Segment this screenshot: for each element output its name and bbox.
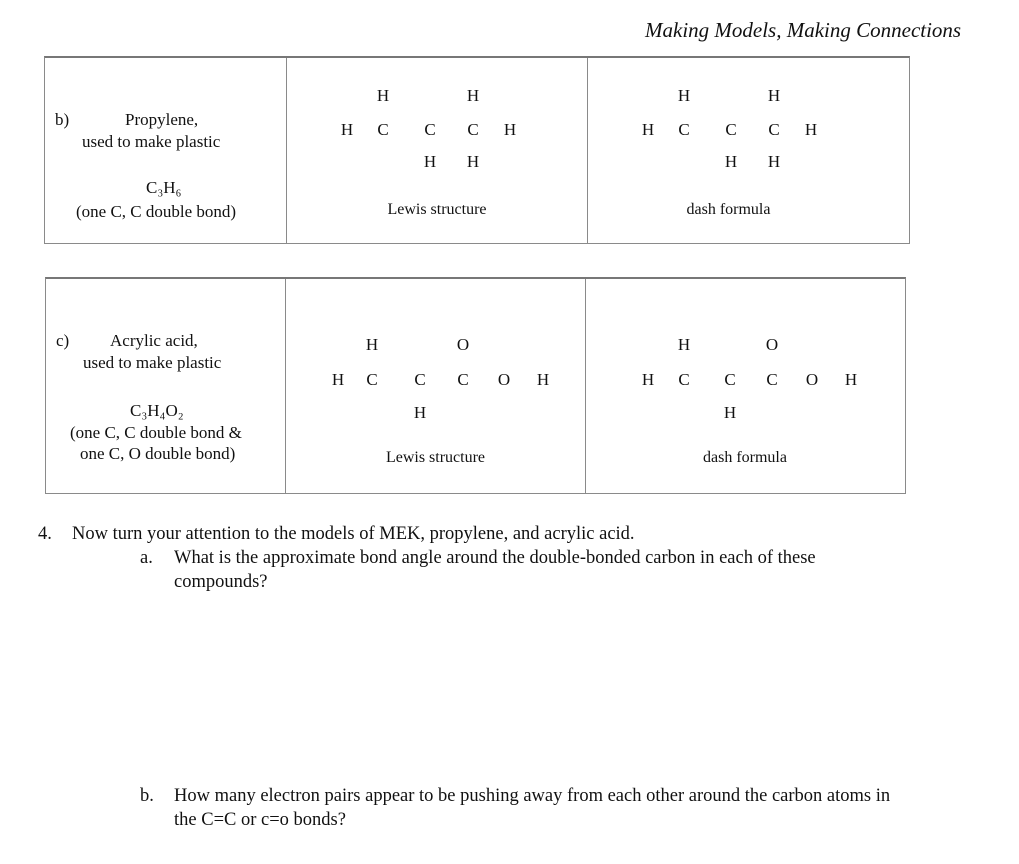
subquestion-a-text: What is the approximate bond angle around the double-bonded carbon in each of these — [174, 548, 816, 568]
compound-note: one C, O double bond) — [80, 444, 236, 463]
acrylic-name-cell — [46, 279, 286, 493]
atom: H — [767, 152, 781, 171]
atom: C — [678, 370, 690, 389]
atom: H — [413, 403, 427, 422]
propylene-dash-cell — [588, 58, 909, 243]
atom: C — [766, 370, 778, 389]
atom: H — [767, 86, 781, 105]
atom: C — [424, 120, 436, 139]
compound-use: used to make plastic — [82, 132, 221, 151]
row-letter: b) — [55, 110, 70, 129]
acrylic-lewis-cell — [286, 279, 586, 493]
atom: C — [768, 120, 780, 139]
compound-formula: C₃H₄O₂ — [130, 401, 184, 420]
acrylic-acid-table — [45, 277, 906, 494]
atom: C — [467, 120, 479, 139]
atom: H — [503, 120, 517, 139]
row-letter: c) — [56, 331, 70, 350]
atom: H — [536, 370, 550, 389]
subquestion-b-text: How many electron pairs appear to be pushing away from each other around the carbon atoms in — [174, 786, 891, 806]
dash-caption: dash formula — [703, 449, 787, 466]
compound-note: (one C, C double bond) — [76, 202, 237, 221]
atom: O — [497, 370, 511, 389]
atom: O — [765, 335, 779, 354]
subquestion-a-label: a. — [140, 548, 153, 568]
compound-name: Propylene, — [125, 110, 199, 129]
compound-name: Acrylic acid, — [110, 331, 198, 350]
atom: H — [641, 120, 655, 139]
lewis-caption: Lewis structure — [385, 449, 486, 466]
page-header-title: Making Models, Making Connections — [645, 18, 962, 42]
propylene-table — [44, 56, 910, 244]
atom: H — [365, 335, 379, 354]
atom: C — [414, 370, 426, 389]
question-text: Now turn your attention to the models of MEK, propylene, and acrylic acid. — [72, 524, 635, 544]
atom: O — [805, 370, 819, 389]
atom: H — [723, 403, 737, 422]
atom: C — [725, 120, 737, 139]
atom: H — [423, 152, 437, 171]
atom: H — [641, 370, 655, 389]
atom: H — [340, 120, 354, 139]
compound-formula: C₃H₆ — [146, 178, 182, 197]
atom: C — [377, 120, 389, 139]
atom: C — [724, 370, 736, 389]
atom: O — [456, 335, 470, 354]
atom: H — [677, 86, 691, 105]
atom: C — [678, 120, 690, 139]
subquestion-b-text-cont: the C=C or c=o bonds? — [174, 810, 346, 830]
atom: C — [366, 370, 378, 389]
atom: H — [804, 120, 818, 139]
atom: H — [844, 370, 858, 389]
acrylic-dash-cell — [586, 279, 905, 493]
atom: H — [677, 335, 691, 354]
atom: H — [466, 152, 480, 171]
dash-caption: dash formula — [686, 201, 771, 218]
propylene-name-cell — [45, 58, 287, 243]
propylene-lewis-cell — [287, 58, 588, 243]
atom: H — [376, 86, 390, 105]
atom: C — [457, 370, 469, 389]
subquestion-a-text-cont: compounds? — [174, 572, 268, 592]
atom: H — [331, 370, 345, 389]
atom: H — [724, 152, 738, 171]
subquestion-b-label: b. — [140, 786, 154, 806]
atom: H — [466, 86, 480, 105]
compound-use: used to make plastic — [83, 353, 222, 372]
compound-note: (one C, C double bond & — [70, 423, 242, 442]
question-number: 4. — [38, 524, 52, 544]
lewis-caption: Lewis structure — [387, 201, 487, 218]
